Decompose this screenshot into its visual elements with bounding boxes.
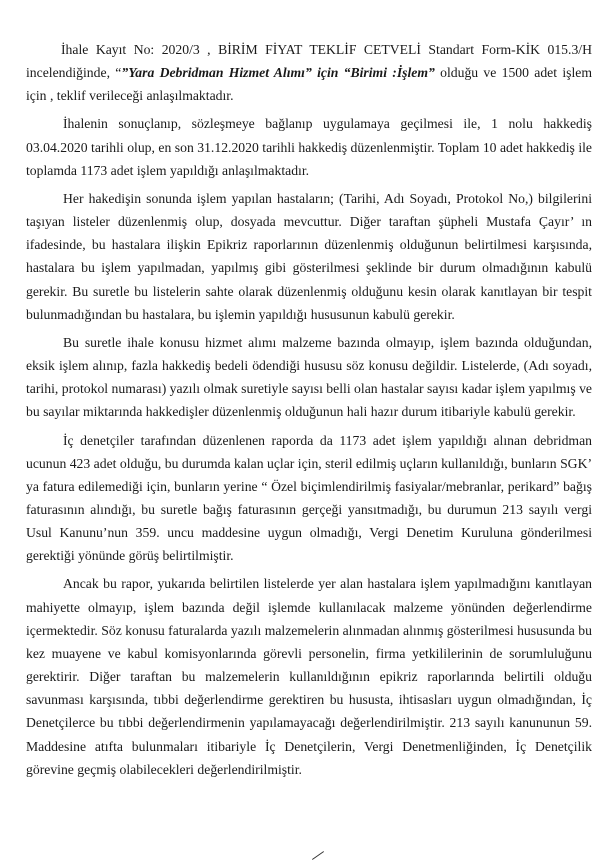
paragraph-service-basis: Bu suretle ihale konusu hizmet alımı malzeme bazında olmayıp, işlem bazında olduğundan, eksik işlem alınıp, fazla hakkediş bedeli ödendiği hususu söz konusu değildir. Listelerde, (Adı soyadı, tarihi, protokol numarası) yazılı olmak suretiyle sayısı belli olan hastalar sayısı kadar işlem yapılmış ve bu sayılar miktarında hakkedişler düzenlenmiş olduğunun hali hazır durum itibariyle kabulü gerekir. [26,334,592,420]
tender-quantity-text: olduğu ve 1500 adet işlem için , teklif verileceği anlaşılmaktadır. [26,65,592,104]
paragraph-assessment: Ancak bu rapor, yukarıda belirtilen listelerde yer alan hastalara işlem yapılmadığını kanıtlayan mahiyette olmayıp, işlem bazında değil işlemde kullanılacak malzeme yönünden değerlendirme içermektedir. Söz konusu faturalarda yazılı malzemelerin alınmadan alınmış gösterilmesi hususunda bu kez muayene ve kabul komisyonlarında görevli personelin, firma yetkililerinin de sorumluluğunu gerektirir. Diğer taraftan bu malzemelerin kullanıldığının epikriz raporlarında belirtili olduğu savunması karşısında, tıbbi değerlendirme gerektiren bu hususta, ihtisasları uygun olmadığından, İç Denetçilerce bu tıbbi değerlendirmenin yapılamayacağı değerlendirilmiştir. 213 sayılı kanununun 59. Maddesine atıfta bulunmaları itibariyle İç Denetçilerin, Vergi Denetmenliğinden, İç Denetçilik görevine geçmiş olabilecekleri değerlendirilmiştir. [26,576,592,777]
document-body [26,38,592,786]
tender-registration-number: İhale Kayıt No: 2020/3 [61,42,200,57]
paragraph-progress-payments: İhalenin sonuçlanıp, sözleşmeye bağlanıp uygulamaya geçilmesi ile, 1 nolu hakkediş 03.04.2020 tarihli olup, en son 31.12.2020 tarihli hakkediş düzenlenmiştir. Toplam 10 adet hakkediş ile toplamda 1173 adet işlem yapıldığı anlaşılmaktadır. [26,116,592,178]
paragraph-internal-audit-report: İç denetçiler tarafından düzenlenen raporda da 1173 adet işlem yapıldığı alınan debridman ucunun 423 adet olduğu, bu durumda kalan uçlar için, steril edilmiş uçların kullanıldığı, bunların SGK’ ya fatura edilemediği için, bunların yerine “ Özel biçimlendirilmiş fasiyalar/mebranlar, perikard” bağış faturasının alındığı, bu suretle bağış faturasının gerçeği yansıtmadığı, bu durumun 213 sayılı vergi Usul Kanunu’nun 359. uncu maddesine uygun olmadığı, Vergi Denetim Kuruluna gönderilmesi gerektiği yönünde görüş belirtilmiştir. [26,432,593,564]
paragraph-tender-registration [26,38,592,107]
paragraph-patient-lists: Her hakedişin sonunda işlem yapılan hastaların; (Tarihi, Adı Soyadı, Protokol No,) bilgilerini taşıyan listeler düzenlenmiş olup, dosyada mevcuttur. Diğer taraftan şüpheli Mustafa Çayır’ ın ifadesinde, bu hastalara ilişkin Epikriz raporlarının düzenlenmiş olduğunun belirtilmesi karşısında, hastalara bu işlem yapılmadan, yapılmış gibi gösterilmesi şeklinde bir durum olmadığının kabulü gerekir. Bu suretle bu listelerin sahte olarak düzenlenmiş olduğunu kesin olarak kanıtlayan bir tespit bulunmadığından bu hastalara, bu işlemin yapıldığı hususunun kabulü gerekir. [26,190,592,322]
tender-form-reference: , BİRİM FİYAT TEKLİF CETVELİ Standart Form-KİK 015.3/H incelendiğinde, “ [26,42,592,81]
pen-mark [312,851,324,860]
service-name-emphasis: ”Yara Debridman Hizmet Alımı” için “Birimi :İşlem” [121,65,435,81]
